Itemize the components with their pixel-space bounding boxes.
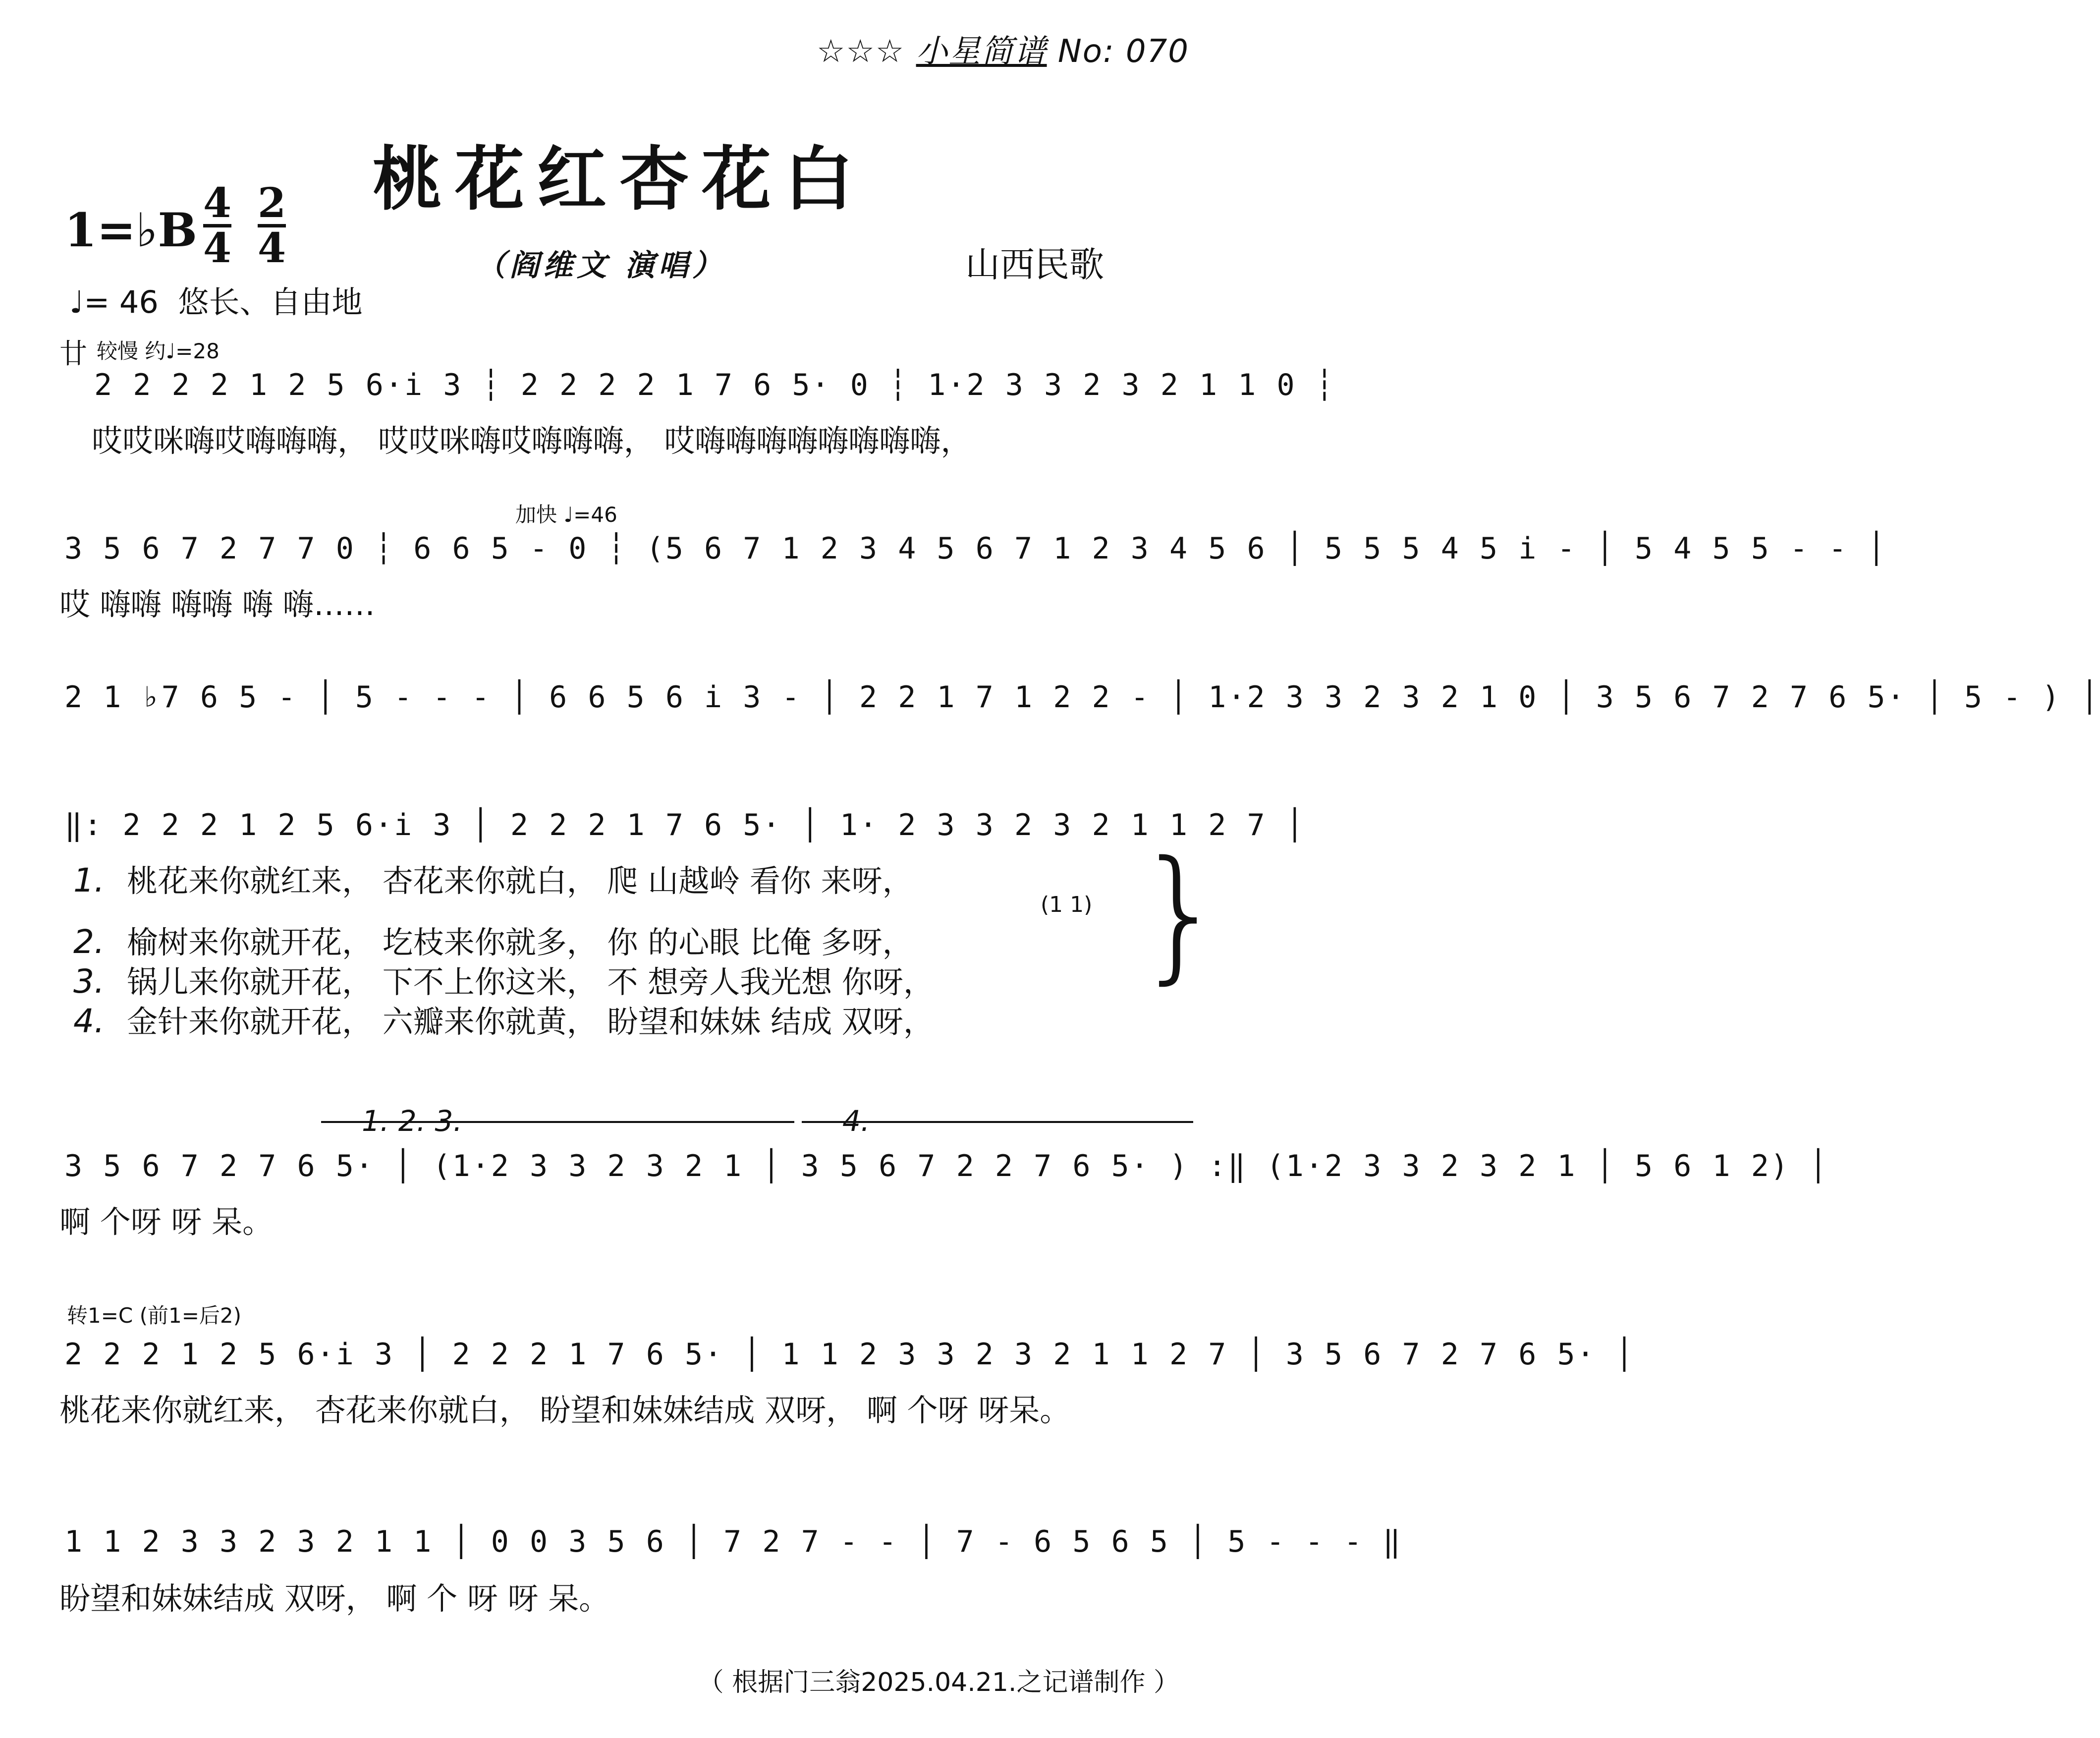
brand-name: 小星简谱	[916, 33, 1047, 70]
singer-credit: （阎维文 演唱）	[476, 248, 726, 283]
staff-line-4: ‖: 2 2 2 1 2 5 6·i 3 │ 2 2 2 1 7 6 5· │ 1· 2 3 3 2 3 2 1 1 2 7 │	[64, 808, 1305, 842]
lyric-line-7: 盼望和妹妹结成 双呀， 啊 个 呀 呀 呆。	[59, 1580, 610, 1617]
time-signature-numerator: 2	[258, 179, 286, 227]
verse-lyric: 锅儿来你就开花， 下不上你这米， 不 想旁人我光想 你呀，	[127, 964, 934, 1000]
staff-line-7: 1 1 2 3 3 2 3 2 1 1 │ 0 0 3 5 6 │ 7 2 7 - - │ 7 - 6 5 6 5 │ 5 - - - ‖	[64, 1524, 1402, 1559]
free-meter-mark: 廿	[59, 338, 87, 370]
lyric-line-5: 啊 个呀 呀 呆。	[59, 1204, 274, 1240]
staff-line-2: 3 5 6 7 2 7 7 0 ┆ 6 6 5 - 0 ┆ (5 6 7 1 2 3 4 5 6 7 1 2 3 4 5 6 │ 5 5 5 4 5 i - │ 5 4 5 5 - - │	[64, 531, 1887, 566]
verse-lyric: 桃花来你就红来， 杏花来你就白， 爬 山越岭 看你 来呀，	[127, 863, 913, 899]
verse-number: 1.	[73, 861, 105, 899]
tempo-value: ♩= 46	[69, 284, 159, 320]
time-signature-denominator: 4	[203, 224, 232, 272]
time-signature-alt	[258, 179, 286, 272]
verse-number: 3.	[73, 962, 105, 1001]
tempo-marking	[69, 278, 363, 322]
staff-line-6: 2 2 2 1 2 5 6·i 3 │ 2 2 2 1 7 6 5· │ 1 1 2 3 3 2 3 2 1 1 2 7 │ 3 5 6 7 2 7 6 5· │	[64, 1337, 1635, 1372]
lyric-line-6: 桃花来你就红来， 杏花来你就白， 盼望和妹妹结成 双呀， 啊 个呀 呀呆。	[59, 1392, 1071, 1428]
time-signature-second	[258, 179, 286, 272]
tempo-expression: 悠长、自由地	[178, 284, 363, 320]
accel-mark: 加快 ♩=46	[515, 503, 617, 527]
score-header	[817, 26, 1189, 71]
score-number: No: 070	[1057, 33, 1189, 70]
volta-1-label: 1. 2. 3.	[362, 1104, 462, 1138]
transcription-note: （ 根据门三翁2025.04.21.之记谱制作 ）	[698, 1668, 1179, 1697]
staff-line-3: 2 1 ♭7 6 5 - │ 5 - - - │ 6 6 5 6 i 3 - │ 2 2 1 7 1 2 2 - │ 1·2 3 3 2 3 2 1 0 │ 3 5 6 7 2 7 6 5· │ 5 - ) │	[64, 680, 2100, 715]
alt-note: (1 1)	[1041, 892, 1093, 917]
verse-number: 4.	[73, 1002, 105, 1040]
key-change-mark: 转1=C (前1=后2)	[67, 1303, 241, 1328]
time-signature-numerator: 4	[203, 179, 232, 227]
verse-4	[73, 997, 934, 1041]
time-signature-first	[203, 179, 232, 272]
time-signature	[203, 179, 232, 272]
staff-line-1: 2 2 2 2 1 2 5 6·i 3 ┆ 2 2 2 2 1 7 6 5· 0 ┆ 1·2 3 3 2 3 2 1 1 0 ┆	[94, 368, 1335, 402]
rating-stars: ☆☆☆	[817, 33, 905, 70]
verse-1	[73, 856, 913, 900]
song-origin: 山西民歌	[965, 244, 1104, 285]
verse-lyric: 榆树来你就开花， 圪枝来你就多， 你 的心眼 比俺 多呀，	[127, 924, 913, 960]
volta-2-label: 4.	[842, 1104, 870, 1138]
key-signature: 1=♭B	[64, 203, 197, 258]
time-signature-denominator: 4	[258, 224, 286, 272]
verse-2	[73, 918, 913, 962]
verse-number: 2.	[73, 923, 105, 961]
song-title: 桃花红杏花白	[372, 139, 866, 220]
verse-brace: }	[1135, 831, 1226, 998]
intro-tempo-mark: 较慢 约♩=28	[97, 339, 220, 363]
lyric-line-1: 哎哎咪嗨哎嗨嗨嗨， 哎哎咪嗨哎嗨嗨嗨， 哎嗨嗨嗨嗨嗨嗨嗨嗨，	[92, 423, 972, 459]
staff-line-5: 3 5 6 7 2 7 6 5· │ (1·2 3 3 2 3 2 1 │ 3 5 6 7 2 2 7 6 5· ) :‖ (1·2 3 3 2 3 2 1 │ 5 6 1 2) │	[64, 1149, 1829, 1183]
lyric-line-2: 哎 嗨嗨 嗨嗨 嗨 嗨……	[59, 586, 375, 622]
verse-lyric: 金针来你就开花， 六瓣来你就黄， 盼望和妹妹 结成 双呀，	[127, 1004, 934, 1040]
verse-3	[73, 957, 934, 1002]
